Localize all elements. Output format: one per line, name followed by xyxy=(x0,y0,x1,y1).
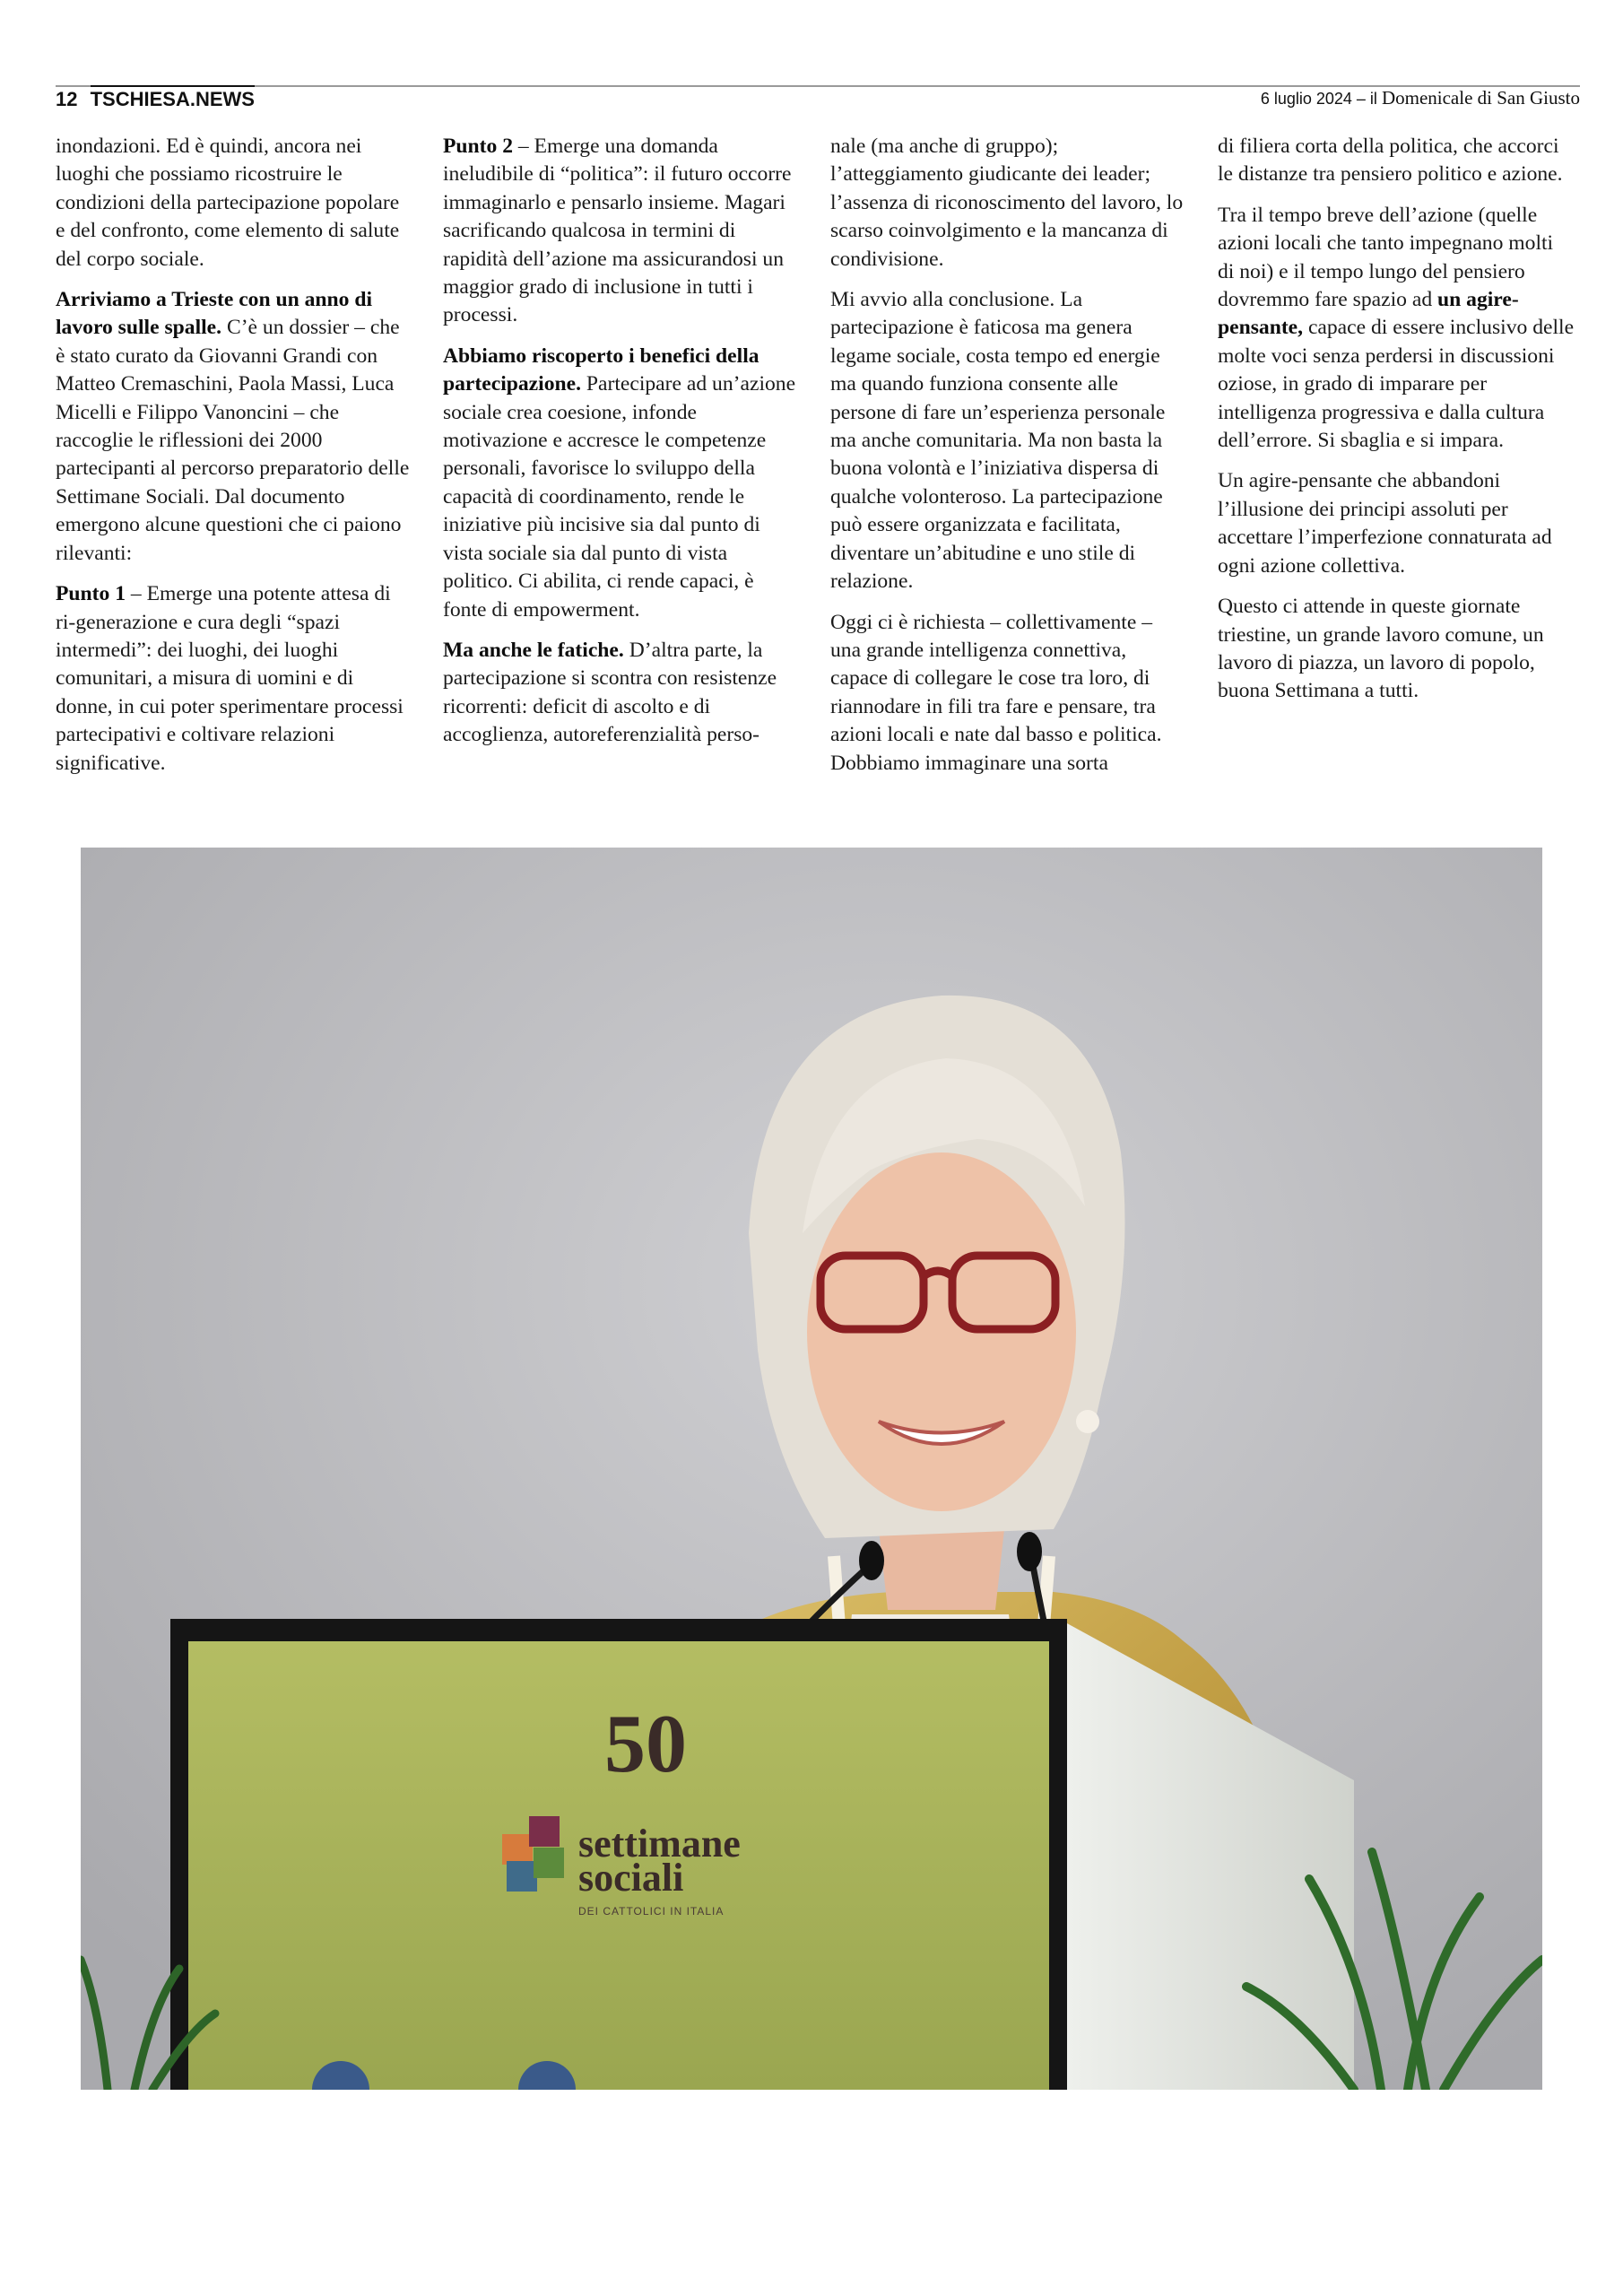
paragraph xyxy=(443,343,800,624)
paragraph xyxy=(1218,202,1575,456)
logo-line-2: sociali xyxy=(578,1856,684,1900)
paragraph-text: Tra il tempo breve dell’azione (quelle azioni locali che tanto impegnano molti di noi) e il tempo lungo del pensiero dovremmo fare spazio ad xyxy=(1218,203,1554,312)
paragraph-text: – Emerge una potente attesa di ri-generazione e cura degli “spazi intermedi”: dei luoghi, dei luoghi comunitari, a misura di uomini e di donne, in cui poter sperimentare processi partecipativi e coltivare relazioni significative. xyxy=(56,582,404,775)
speaker-illustration xyxy=(81,848,1542,2090)
paragraph: inondazioni. Ed è quindi, ancora nei luoghi che possiamo ricostruire le condizioni della partecipazione popolare e del confronto, come elemento di salute del corpo sociale. xyxy=(56,135,400,271)
neck xyxy=(879,1529,1004,1610)
paragraph xyxy=(56,286,412,568)
microphone-head-right xyxy=(1017,1532,1042,1571)
column-2 xyxy=(443,133,800,762)
article-columns xyxy=(56,133,1580,814)
paragraph-text: capace di essere inclusivo delle molte voci senza perdersi in discussioni oziose, in grado di imparare per intelligenza progressiva e dalla cultura dell’errore. Si sbaglia e si impara. xyxy=(1218,316,1575,453)
paragraph: nale (ma anche di gruppo); l’atteggiamento giudicante dei leader; l’assenza di riconoscimento del lavoro, lo scarso coinvolgimento e la mancanza di condivisione. xyxy=(830,135,1184,271)
paragraph-lead: Abbiamo riscoperto i benefici della partecipazione. xyxy=(443,344,759,396)
paragraph: Mi avvio alla conclusione. La partecipazione è faticosa ma genera legame sociale, costa tempo ed energie ma quando funziona consente alle persone di fare un’esperienza personale ma anche comunitaria. Ma non basta la buona volontà e l’iniziativa dispersa di qualche volonteroso. La partecipazione può essere organizzata e facilitata, diventare un’abitudine e uno stile di relazione. xyxy=(830,288,1166,594)
paragraph-lead: Arriviamo a Trieste con un anno di lavoro sulle spalle. xyxy=(56,288,373,340)
paragraph-lead: Ma anche le fatiche. xyxy=(443,638,624,662)
paragraph: di filiera corta della politica, che accorci le distanze tra pensiero politico e azione. xyxy=(1218,135,1563,187)
microphone-head-left xyxy=(859,1541,884,1580)
paragraph: Un agire-pensante che abbandoni l’illusione dei principi assoluti per accettare l’imperfezione connaturata ad ogni azione collettiva. xyxy=(1218,469,1552,578)
paragraph-text: Partecipare ad un’azione sociale crea coesione, infonde motivazione e accresce le competenze personali, favorisce lo sviluppo della capacità di coordinamento, rende le iniziative più incisive sia dal punto di vista sociale sia dal punto di vista politico. Ci abilita, ci rende capaci, è fonte di empowerment. xyxy=(443,372,796,622)
paragraph xyxy=(56,580,412,778)
logo-line-1: settimane xyxy=(578,1822,741,1866)
paragraph-text: C’è un dossier – che è stato curato da Giovanni Grandi con Matteo Cremaschini, Paola Massi, Luca Micelli e Filippo Vanoncini – che raccoglie le riflessioni dei 2000 partecipanti al percorso preparatorio delle Settimane Sociali. Dal documento emergono alcune questioni che ci paiono rilevanti: xyxy=(56,316,410,565)
paragraph-text: D’altra parte, la partecipazione si scontra con resistenze ricorrenti: deficit di ascolto e di accoglienza, autoreferenzialità perso- xyxy=(443,638,777,747)
earring xyxy=(1076,1410,1099,1433)
header-left xyxy=(56,85,255,112)
column-4 xyxy=(1218,133,1575,718)
paragraph-text: – Emerge una domanda ineludibile di “politica”: il futuro occorre immaginarlo e pensarlo insieme. Magari sacrificando qualcosa in termini di rapidità dell’azione ma assicurandosi un maggior grado di inclusione in tutti i processi. xyxy=(443,135,792,327)
page-header xyxy=(56,85,1580,112)
publication-name: Domenicale di San Giusto xyxy=(1381,87,1580,109)
paragraph-emphasis: un agire-pensante, xyxy=(1218,288,1519,340)
paragraph xyxy=(443,133,800,330)
site-name[interactable]: TSCHIESA.NEWS xyxy=(91,85,255,112)
column-1 xyxy=(56,133,412,790)
issue-date: 6 luglio 2024 – il xyxy=(1260,90,1377,108)
paragraph xyxy=(443,637,800,750)
paragraph-lead: Punto 2 xyxy=(443,135,514,158)
article-photo xyxy=(81,848,1542,2090)
logo-tagline: DEI CATTOLICI IN ITALIA xyxy=(578,1905,725,1918)
column-3 xyxy=(830,133,1187,790)
page-number: 12 xyxy=(56,88,78,110)
paragraph-lead: Punto 1 xyxy=(56,582,126,606)
paragraph: Oggi ci è richiesta – collettivamente – una grande intelligenza connettiva, capace di collegare le cose tra loro, di riannodare in fili tra fare e pensare, tra azioni locali e nate dal basso e politica. Dobbiamo immaginare una sorta xyxy=(830,610,1162,775)
paragraph: Questo ci attende in queste giornate triestine, un grande lavoro comune, un lavoro di piazza, un lavoro di popolo, buona Settimana a tutti. xyxy=(1218,595,1544,703)
logo-50: 50 xyxy=(604,1698,687,1789)
header-right xyxy=(1261,85,1580,111)
